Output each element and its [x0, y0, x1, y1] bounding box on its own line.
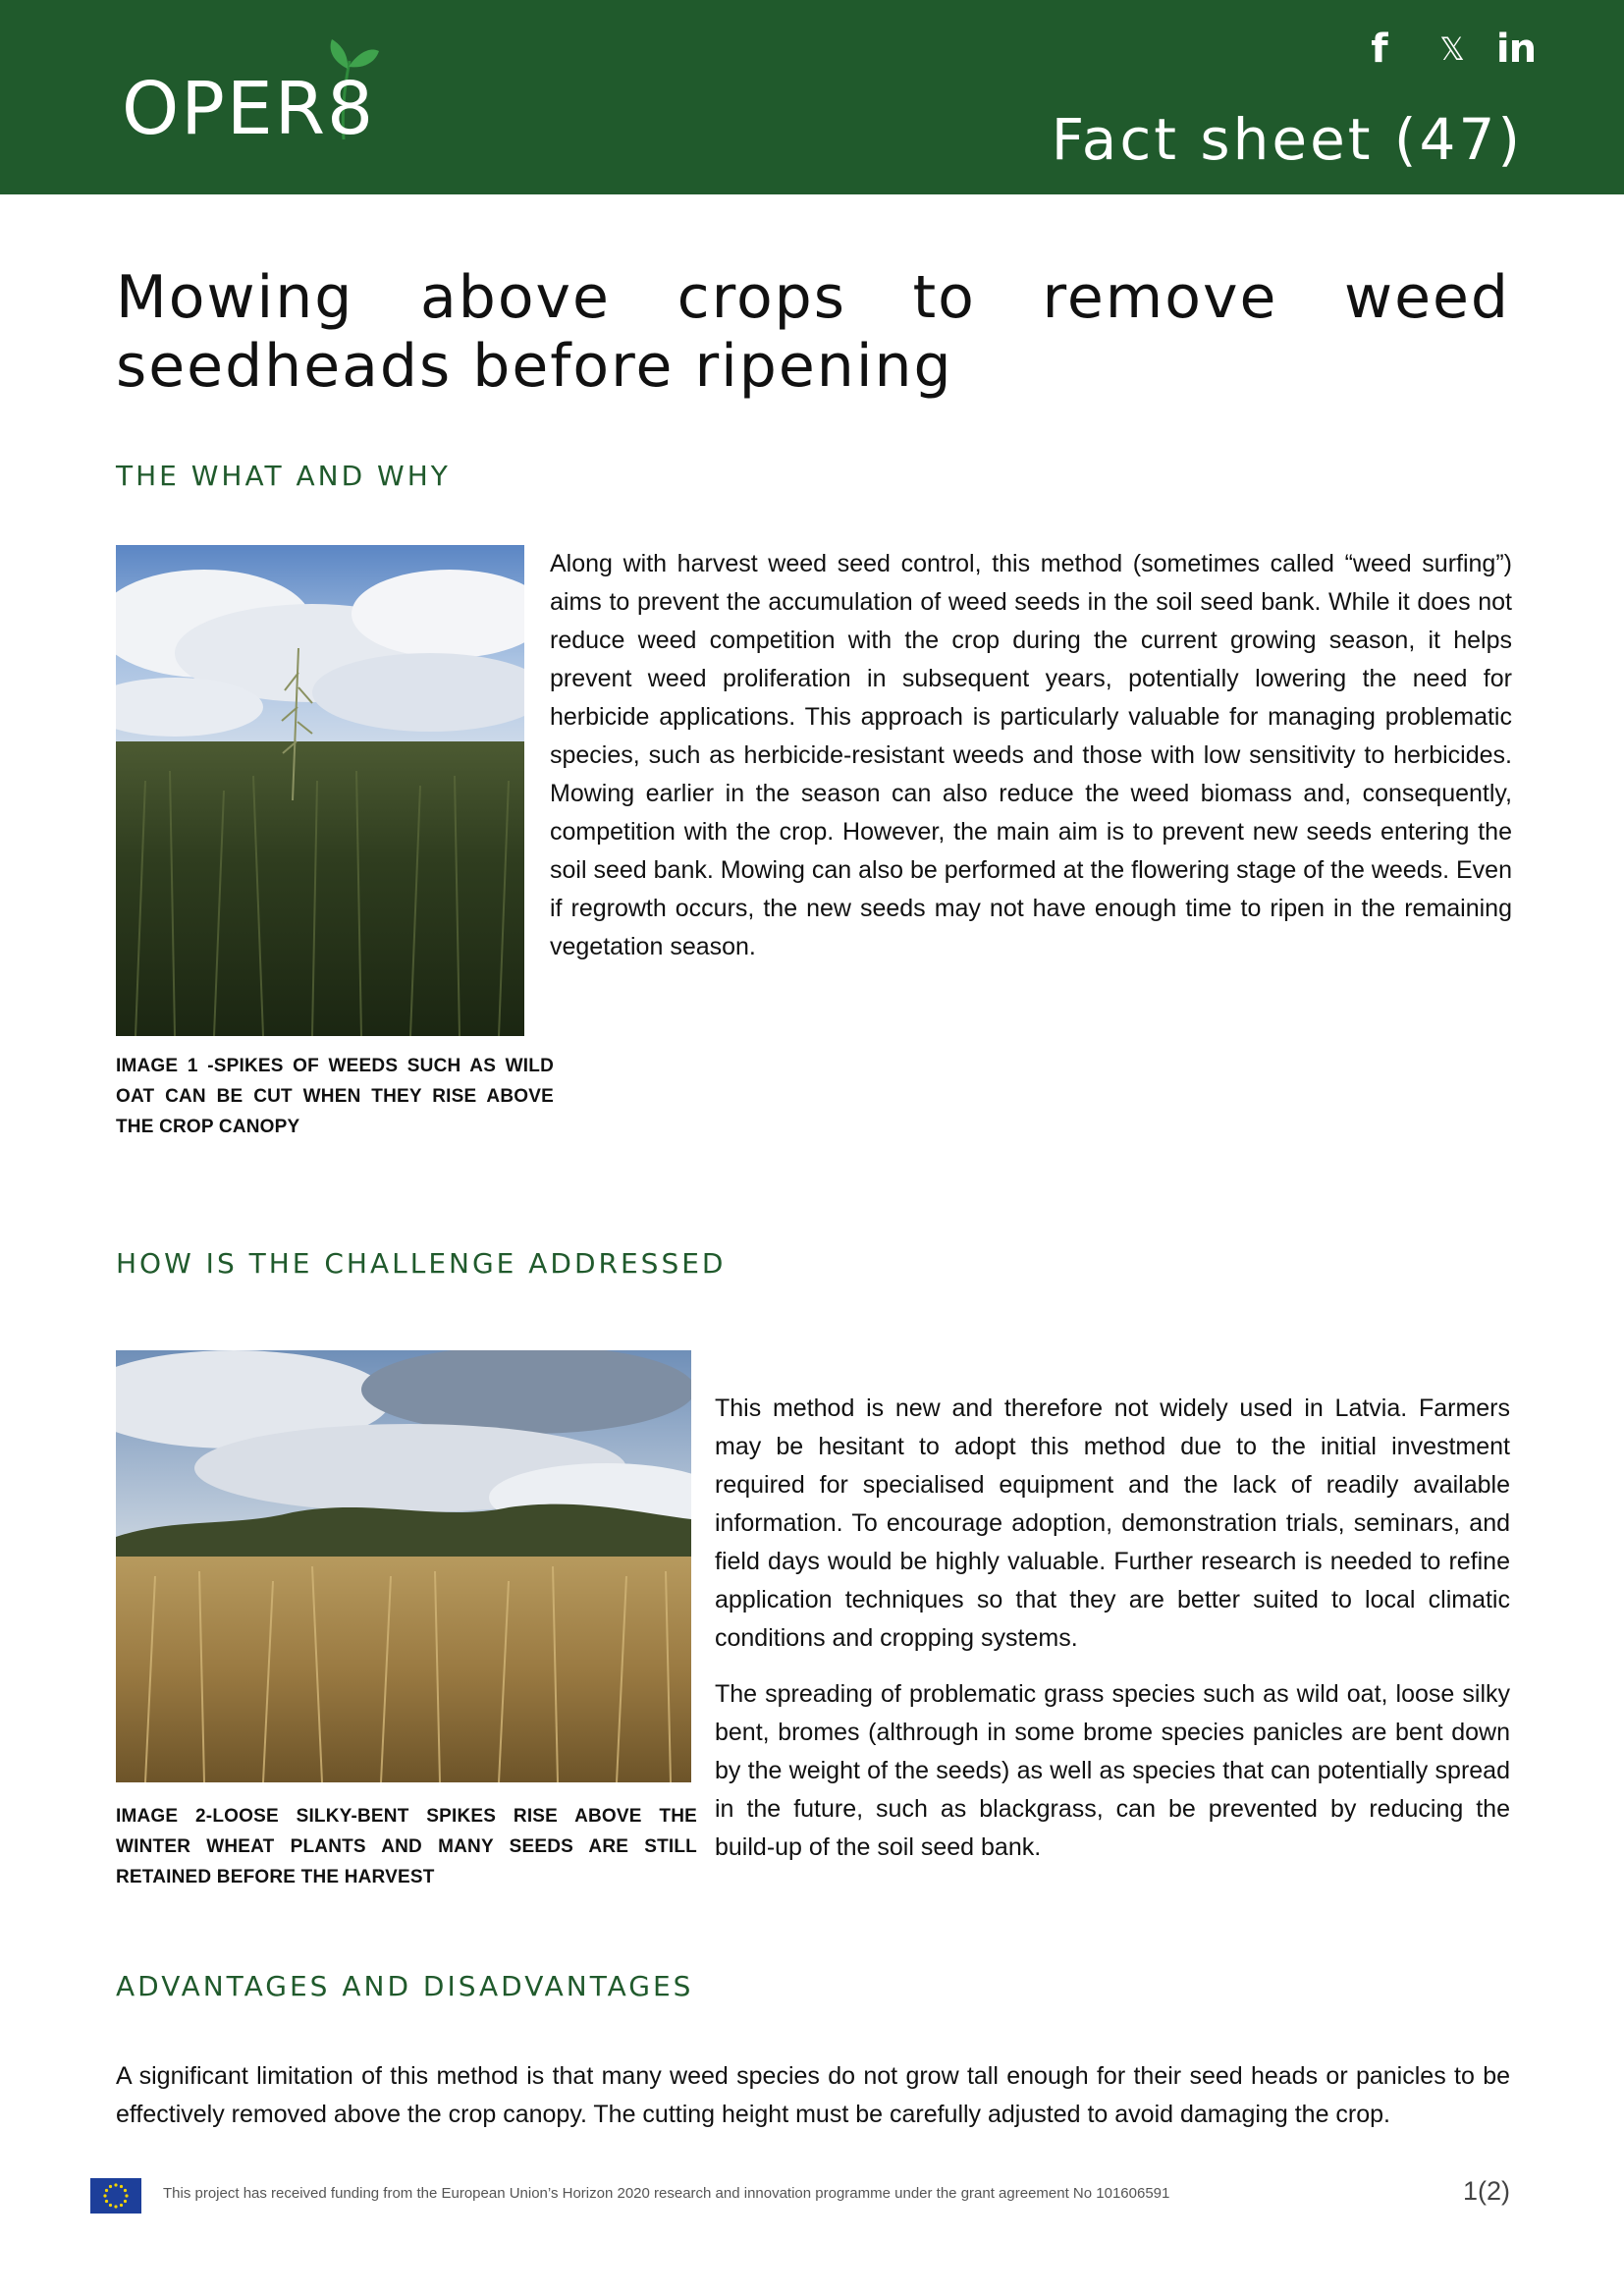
section-heading-what-why: THE WHAT AND WHY: [116, 460, 451, 492]
fact-sheet-label: Fact sheet (47): [1051, 106, 1523, 173]
image-2-caption: IMAGE 2-LOOSE SILKY-BENT SPIKES RISE ABOVE THE WINTER WHEAT PLANTS AND MANY SEEDS ARE STILL RETAINED BEFORE THE HARVEST: [116, 1806, 697, 1887]
x-twitter-icon[interactable]: 𝕏: [1439, 30, 1465, 68]
challenge-paragraph-1: This method is new and therefore not widely used in Latvia. Farmers may be hesitant to adopt this method due to the initial investment required for specialised equipment and the lack of readily available information. To encourage adoption, demonstration trials, seminars, and field days would be highly valuable. Further research is needed to refine application techniques so that they are better suited to local climatic conditions and cropping systems.: [715, 1394, 1510, 1652]
oper8-logo: [122, 22, 406, 149]
page-title: Mowing above crops to remove weed seedheads before ripening: [116, 263, 1510, 401]
section-heading-advantages: ADVANTAGES AND DISADVANTAGES: [116, 1970, 694, 2002]
challenge-paragraph-2: The spreading of problematic grass species such as wild oat, loose silky bent, bromes (althrough in some brome species panicles are bent down by the weight of the seeds) as well as species that can potentially spread in the future, such as blackgrass, can be prevented by reducing the build-up of the soil seed bank.: [715, 1680, 1510, 1861]
eu-flag-icon: [90, 2178, 141, 2214]
advantages-paragraph: A significant limitation of this method is that many weed species do not grow tall enough for their seed heads or panicles to be effectively removed above the crop canopy. The cutting height must be carefully adjusted to avoid damaging the crop.: [116, 2062, 1510, 2128]
linkedin-icon[interactable]: in: [1495, 27, 1537, 72]
wheat-field-photo: [116, 1350, 691, 1782]
wild-oat-field-photo: [116, 545, 524, 1036]
image-1-caption: IMAGE 1 -SPIKES OF WEEDS SUCH AS WILD OAT CAN BE CUT WHEN THEY RISE ABOVE THE CROP CANOPY: [116, 1056, 554, 1137]
logo-text: OPER8: [122, 67, 376, 151]
section-heading-challenge: HOW IS THE CHALLENGE ADDRESSED: [116, 1247, 727, 1280]
page-header: [0, 0, 1624, 194]
facebook-icon[interactable]: f: [1371, 27, 1388, 72]
funding-notice: This project has received funding from the European Union’s Horizon 2020 research and innovation programme under the grant agreement No 101606591: [163, 2185, 1170, 2202]
page-number: 1(2): [1462, 2176, 1510, 2206]
what-why-paragraph: Along with harvest weed seed control, this method (sometimes called “weed surfing”) aims to prevent the accumulation of weed seeds in the soil seed bank. While it does not reduce weed competition with the crop during the current growing season, it helps prevent weed proliferation in subsequent years, potentially lowering the need for herbicide applications. This approach is particularly valuable for managing problematic species, such as herbicide-resistant weeds and those with low sensitivity to herbicides. Mowing earlier in the season can also reduce the weed biomass and, consequently, competition with the crop. However, the main aim is to prevent new seeds entering the soil seed bank. Mowing can also be performed at the flowering stage of the weeds. Even if regrowth occurs, the new seeds may not have enough time to ripen in the remaining vegetation season.: [550, 550, 1512, 960]
